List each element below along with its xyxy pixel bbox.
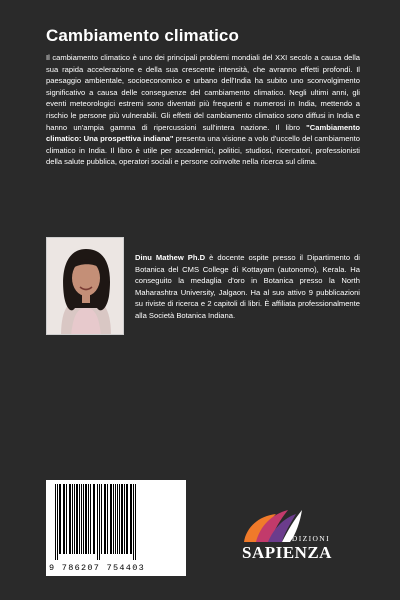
publisher-logo [236, 506, 348, 568]
isbn-barcode [46, 480, 186, 576]
book-description [46, 52, 360, 168]
description-intro: Il cambiamento climatico è uno dei principali problemi mondiali del XXI secolo a causa della sua rapida accelerazione e della sua crescente intensità, che avranno effetti profondi. Il paesaggio ambientale, socioeconomico e urbano dell'India ha subito uno sconvolgimento significativo a causa delle conseguenze del cambiamento climatico. Negli ultimi anni, gli eventi meteorologici estremi sono diventati più frequenti e numerosi in India, mettendo a rischio le persone più vulnerabili. Gli effetti del cambiamento climatico sono diffusi in India e hanno un'ampia gamma di ripercussioni sull'intera nazione. Il libro [46, 53, 360, 132]
author-bio-text: è docente ospite presso il Dipartimento di Botanica del CMS College di Kottayam (autonomo), Kerala. Ha conseguito la medaglia d'oro in Botanica presso la North Maharashtra University, Jalgaon. Ha al suo attivo 9 pubblicazioni su riviste di ricerca e 2 capitoli di libri. È affiliata professionalmente alla Società Botanica Indiana. [135, 253, 360, 320]
publisher-edizioni: EDIZIONI [285, 534, 330, 543]
author-name: Dinu Mathew Ph.D [135, 253, 206, 262]
barcode-bars [52, 484, 180, 560]
book-title: Cambiamento climatico [46, 26, 239, 45]
author-bio [135, 252, 360, 322]
author-photo [46, 237, 124, 335]
isbn-digits: 9 786207 754403 [49, 563, 146, 573]
description-outro: presenta una visione a volo d'uccello del cambiamento climatico in India. Il libro è utile per accademici, politici, studiosi, ricercatori, professionisti della salute pubblica, operatori sociali e persone coinvolte nella ricerca sul clima. [46, 134, 360, 167]
description-book-title: "Cambiamento climatico: Una prospettiva indiana" [46, 122, 360, 144]
publisher-name: SAPIENZA [242, 543, 332, 562]
